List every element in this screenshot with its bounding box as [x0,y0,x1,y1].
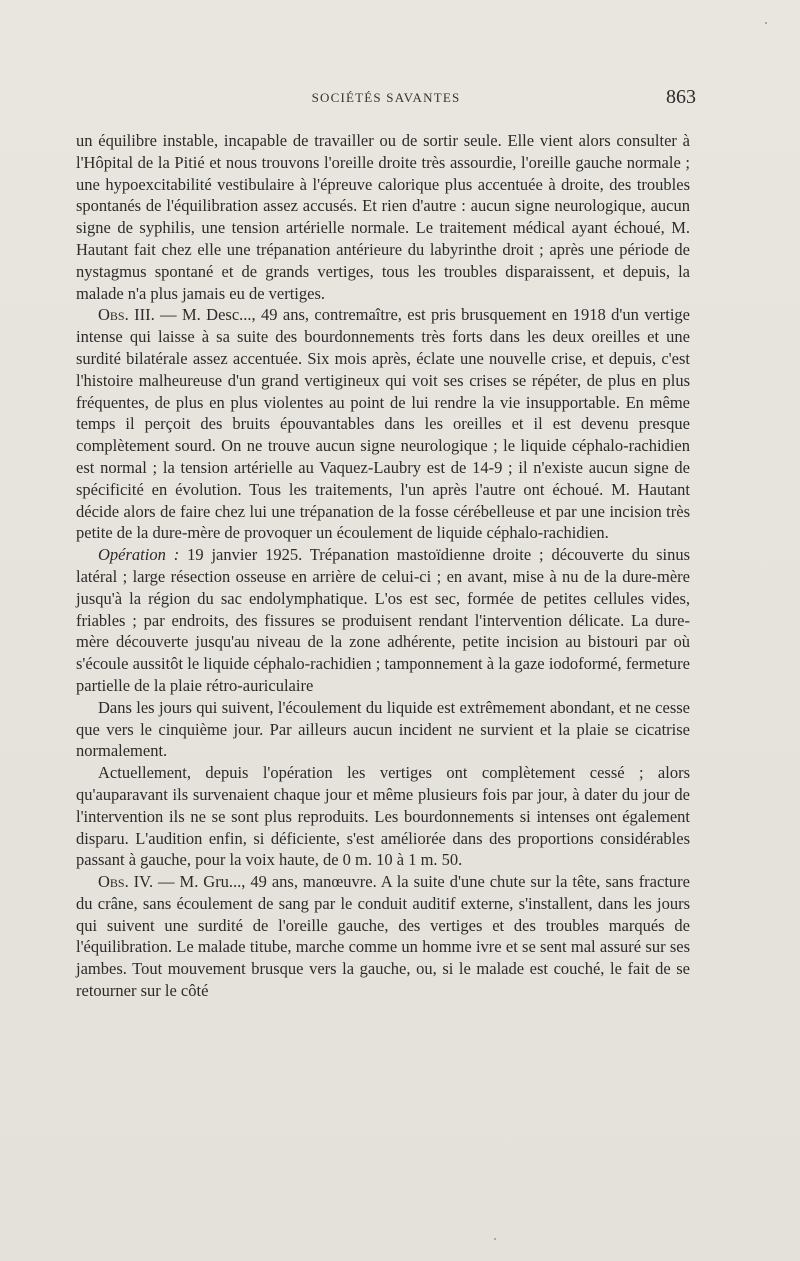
running-head [76,88,696,112]
paragraph-following-days [76,697,690,762]
paper-speck [765,22,767,24]
paragraph-text: Actuellement, depuis l'opération les vertiges ont complètement cessé ; alors qu'auparavant ils survenaient chaque jour et même plusieurs fois par jour, à dater du jour de l'intervention ils ne se sont plus reproduits. Les bourdonnements si intenses ont également disparu. L'audition enfin, si déficiente, s'est améliorée dans des proportions considérables passant à gauche, pour la voix haute, de 0 m. 10 à 1 m. 50. [76,763,690,870]
paragraph-outcome [76,762,690,871]
running-title: SOCIÉTÉS SAVANTES [311,90,461,105]
paragraph-text: — M. Gru..., 49 ans, manœuvre. A la suite d'une chute sur la tête, sans fracture du crâne, sans écoulement de sang par le conduit auditif externe, s'installent, dans les jours qui suivent une surdité de l'oreille gauche, des vertiges et des troubles marqués de l'équilibration. Le malade titube, marche comme un homme ivre et se sent mal assuré sur ses jambes. Tout mouvement brusque vers la gauche, ou, si le malade est couché, le fait de se retourner sur le côté [76,872,690,1001]
paragraph-text: — M. Desc..., 49 ans, contremaître, est pris brusquement en 1918 d'un vertige intense qui laisse à sa suite des bourdonnements très forts dans les deux oreilles et une surdité bilatérale assez accentuée. Six mois après, éclate une nouvelle crise, et depuis, c'est l'histoire malheureuse d'un grand vertigineux qui voit ses crises se répéter, de plus en plus fréquentes, de plus en plus violentes au point de lui rendre la vie insupportable. En même temps il perçoit des bruits épouvantables dans les oreilles et il est devenu presque complètement sourd. On ne trouve aucun signe neurologique ; le liquide céphalo-rachidien est normal ; la tension artérielle au Vaquez-Laubry est de 14-9 ; il n'existe aucun signe de spécificité en évolution. Tous les traitements, l'un après l'autre ont échoué. M. Hautant décide alors de faire chez lui une trépanation de la fosse cérébelleuse et par une incision très petite de la dure-mère de provoquer un écoulement de liquide céphalo-rachidien. [76,305,691,543]
paragraph-continuation [76,130,690,304]
paragraph-text: Dans les jours qui suivent, l'écoulement du liquide est extrêmement abondant, et ne cesse que vers le cinquième jour. Par ailleurs aucun incident ne survient et la plaie se cicatrise normalement. [76,697,690,761]
paper-speck [494,1238,496,1240]
observation-label: Obs. IV. [98,872,154,892]
paragraph-operation [76,544,690,697]
body-text [76,130,690,1002]
observation-label: Obs. III. [98,305,155,325]
operation-label: Opération : [98,545,180,565]
paragraph-obs-3 [76,304,690,544]
paragraph-text: 19 janvier 1925. Trépanation mastoïdienne droite ; découverte du sinus latéral ; large résection osseuse en arrière de celui-ci ; en avant, mise à nu de la dure-mère jusqu'à la région du sac endolymphatique. L'os est sec, formée de petites cellules vides, friables ; par endroits, des fissures se produisent rendant l'intervention délicate. La dure-mère découverte jusqu'au niveau de la zone adhérente, petite incision au bistouri par où s'écoule aussitôt le liquide céphalo-rachidien ; tamponnement à la gaze iodoformé, fermeture partielle de la plaie rétro-auriculaire [76,545,691,695]
paragraph-text: un équilibre instable, incapable de travailler ou de sortir seule. Elle vient alors consulter à l'Hôpital de la Pitié et nous trouvons l'oreille droite très assourdie, l'oreille gauche normale ; une hypoexcitabilité vestibulaire à l'épreuve calorique plus accentuée à droite, des troubles spontanés de l'équilibration assez accusés. Et rien d'autre : aucun signe neurologique, aucun signe de syphilis, une tension artérielle normale. Le traitement médical ayant échoué, M. Hautant fait chez elle une trépanation antérieure du labyrinthe droit ; après une période de nystagmus spontané et de grands vertiges, tous les troubles disparaissent, et depuis, la malade n'a plus jamais eu de vertiges. [76,131,690,303]
paragraph-obs-4 [76,871,690,1002]
page-number: 863 [666,86,696,108]
